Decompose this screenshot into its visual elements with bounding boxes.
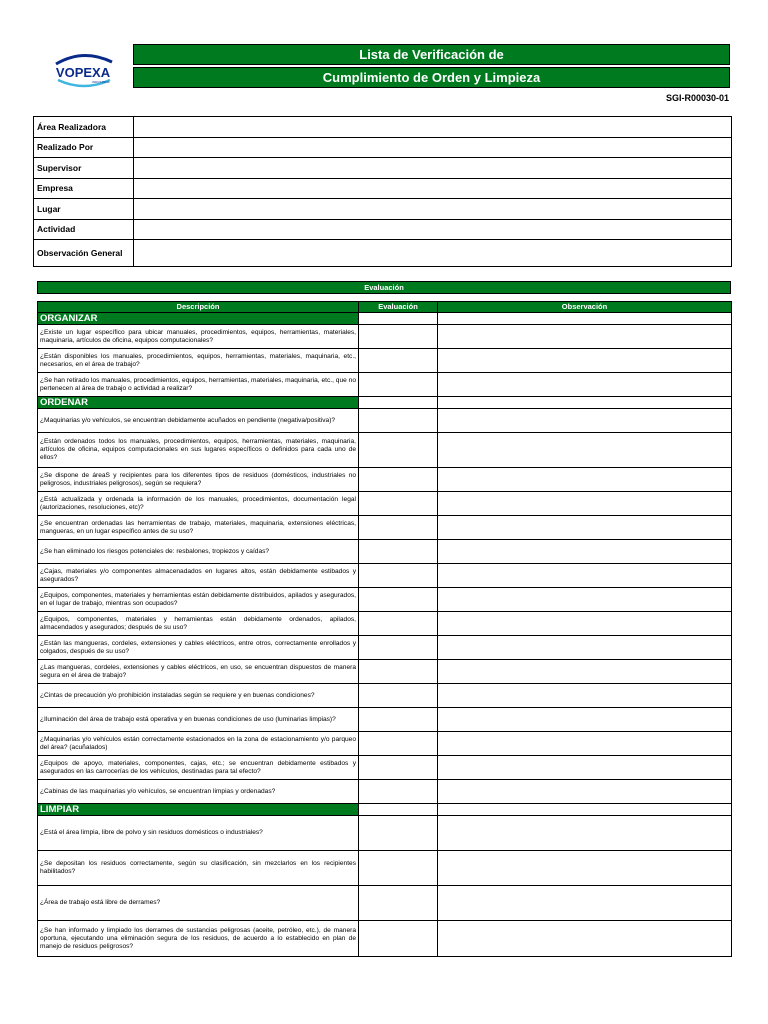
- checklist-row: [38, 433, 732, 468]
- section-title: ORGANIZAR: [38, 313, 359, 325]
- question-text: ¿Está el área limpia, libre de polvo y sin residuos domésticos o industriales?: [38, 816, 359, 851]
- checklist-row: [38, 564, 732, 588]
- title-line-2: Cumplimiento de Orden y Limpieza: [133, 67, 730, 88]
- evaluation-cell[interactable]: [359, 588, 438, 612]
- info-value-field[interactable]: [134, 219, 732, 240]
- checklist-row: [38, 684, 732, 708]
- evaluation-cell[interactable]: [359, 708, 438, 732]
- info-row: [34, 117, 732, 138]
- checklist-row: [38, 636, 732, 660]
- evaluation-cell[interactable]: [359, 732, 438, 756]
- section-title: LIMPIAR: [38, 804, 359, 816]
- checklist-row: [38, 468, 732, 492]
- evaluation-cell[interactable]: [359, 492, 438, 516]
- observation-cell[interactable]: [438, 349, 732, 373]
- question-text: ¿Están las mangueras, cordeles, extensiones y cables eléctricos, entre otros, correctamente enrollados y colgados, después de su uso?: [38, 636, 359, 660]
- info-label: Empresa: [34, 178, 134, 199]
- checklist-row: [38, 516, 732, 540]
- vopexa-logo: [48, 50, 118, 92]
- info-label: Actividad: [34, 219, 134, 240]
- question-text: ¿Se dispone de áreaS y recipientes para los diferentes tipos de residuos (domésticos, industriales no peligrosos, industriales peligrosos), según se requiera?: [38, 468, 359, 492]
- question-text: ¿Las mangueras, cordeles, extensiones y cables eléctricos, en uso, se encuentran dispuestos de manera segura en el área de trabajo?: [38, 660, 359, 684]
- observation-cell[interactable]: [438, 780, 732, 804]
- section-blank: [438, 397, 732, 409]
- evaluation-cell[interactable]: [359, 851, 438, 886]
- observation-cell[interactable]: [438, 516, 732, 540]
- svg-text:VOPEXA: VOPEXA: [55, 65, 111, 80]
- observation-cell[interactable]: [438, 612, 732, 636]
- svg-text:INDUSTRIAL: INDUSTRIAL: [92, 80, 110, 84]
- info-value-field[interactable]: [134, 178, 732, 199]
- evaluation-cell[interactable]: [359, 433, 438, 468]
- question-text: ¿Maquinarias y/o vehículos, se encuentran debidamente acuñados en pendiente (negativa/positiva)?: [38, 409, 359, 433]
- col-evaluation: Evaluación: [359, 302, 438, 313]
- col-observation: Observación: [438, 302, 732, 313]
- info-label: Realizado Por: [34, 137, 134, 158]
- observation-cell[interactable]: [438, 708, 732, 732]
- question-text: ¿Se han retirado los manuales, procedimientos, equipos, herramientas, materiales, maquinaria, etc., que no pertenecen al área de trabajo o actividad a realizar?: [38, 373, 359, 397]
- evaluation-cell[interactable]: [359, 325, 438, 349]
- evaluation-cell[interactable]: [359, 636, 438, 660]
- observation-cell[interactable]: [438, 636, 732, 660]
- observation-cell[interactable]: [438, 851, 732, 886]
- info-label: Supervisor: [34, 158, 134, 179]
- section-row: [38, 804, 732, 816]
- evaluation-banner: Evaluación: [37, 281, 731, 294]
- question-text: ¿Se han eliminado los riesgos potenciales de: resbalones, tropiezos y caídas?: [38, 540, 359, 564]
- evaluation-cell[interactable]: [359, 612, 438, 636]
- evaluation-cell[interactable]: [359, 516, 438, 540]
- info-label: Observación General: [34, 240, 134, 267]
- checklist-row: [38, 708, 732, 732]
- question-text: ¿Cajas, materiales y/o componentes almacenadados en lugares altos, están debidamente estibados y asegurados?: [38, 564, 359, 588]
- section-blank: [438, 804, 732, 816]
- info-value-field[interactable]: [134, 158, 732, 179]
- header-row: [38, 302, 732, 313]
- info-row: [34, 137, 732, 158]
- observation-cell[interactable]: [438, 468, 732, 492]
- evaluation-cell[interactable]: [359, 684, 438, 708]
- observation-cell[interactable]: [438, 756, 732, 780]
- question-text: ¿Cabinas de las maquinarias y/o vehículos, se encuentran limpias y ordenadas?: [38, 780, 359, 804]
- checklist-row: [38, 756, 732, 780]
- observation-cell[interactable]: [438, 886, 732, 921]
- question-text: ¿Equipos, componentes, materiales y herramientas están debidamente distribuidos, apilados y asegurados, en el lugar de trabajo, mientras son ocupados?: [38, 588, 359, 612]
- observation-cell[interactable]: [438, 540, 732, 564]
- document-code: SGI-R00030-01: [665, 93, 729, 103]
- checklist-row: [38, 921, 732, 957]
- evaluation-cell[interactable]: [359, 816, 438, 851]
- observation-cell[interactable]: [438, 409, 732, 433]
- info-label: Lugar: [34, 199, 134, 220]
- checklist-row: [38, 540, 732, 564]
- checklist-row: [38, 325, 732, 349]
- info-value-field[interactable]: [134, 137, 732, 158]
- observation-cell[interactable]: [438, 492, 732, 516]
- observation-cell[interactable]: [438, 660, 732, 684]
- info-value-field[interactable]: [134, 117, 732, 138]
- observation-cell[interactable]: [438, 816, 732, 851]
- section-title: ORDENAR: [38, 397, 359, 409]
- question-text: ¿Equipos de apoyo, materiales, componentes, cajas, etc.; se encuentran debidamente estibados y asegurados en las carrocerías de los vehículos, destinadas para tal efecto?: [38, 756, 359, 780]
- observation-cell[interactable]: [438, 684, 732, 708]
- section-blank: [359, 804, 438, 816]
- question-text: ¿Está actualizada y ordenada la información de los manuales, procedimientos, documentación legal (autorizaciones, resoluciones, etc)?: [38, 492, 359, 516]
- checklist-row: [38, 492, 732, 516]
- question-text: ¿Equipos, componentes, materiales y herramientas están debidamente ordenados, apilados, almacendados y asegurados; después de su uso?: [38, 612, 359, 636]
- checklist-row: [38, 732, 732, 756]
- observation-cell[interactable]: [438, 732, 732, 756]
- evaluation-cell[interactable]: [359, 540, 438, 564]
- checklist-row: [38, 780, 732, 804]
- checklist-row: [38, 816, 732, 851]
- evaluation-cell[interactable]: [359, 886, 438, 921]
- info-label: Área Realizadora: [34, 117, 134, 138]
- section-row: [38, 397, 732, 409]
- evaluation-cell[interactable]: [359, 780, 438, 804]
- info-row: [34, 158, 732, 179]
- checklist-row: [38, 409, 732, 433]
- section-blank: [359, 313, 438, 325]
- question-text: ¿Cintas de precaución y/o prohibición instaladas según se requiere y en buenas condiciones?: [38, 684, 359, 708]
- question-text: ¿Se depositan los residuos correctamente, según su clasificación, sin mezclarlos en los recipientes habilitados?: [38, 851, 359, 886]
- info-value-field[interactable]: [134, 240, 732, 267]
- info-value-field[interactable]: [134, 199, 732, 220]
- checklist-row: [38, 612, 732, 636]
- question-text: ¿Existe un lugar específico para ubicar manuales, procedimientos, equipos, herramientas, materiales, maquinaria, artículos de oficina, equipos computacionales?: [38, 325, 359, 349]
- observation-cell[interactable]: [438, 588, 732, 612]
- question-text: ¿Se encuentran ordenadas las herramientas de trabajo, materiales, maquinaria, extensiones eléctricas, mangueras, en un lugar específico antes de su uso?: [38, 516, 359, 540]
- observation-cell[interactable]: [438, 433, 732, 468]
- info-table: [33, 116, 732, 267]
- section-row: [38, 313, 732, 325]
- evaluation-cell[interactable]: [359, 756, 438, 780]
- question-text: ¿Están ordenados todos los manuales, procedimientos, equipos, herramientas, materiales, maquinaria, artículos de oficina, equipos computacionales en sus lugares específicos o definidos para cada uno de ellos?: [38, 433, 359, 468]
- question-text: ¿Iluminación del área de trabajo está operativa y en buenas condiciones de uso (luminarias limpias)?: [38, 708, 359, 732]
- question-text: ¿Área de trabajo está libre de derrames?: [38, 886, 359, 921]
- info-row: [34, 219, 732, 240]
- evaluation-cell[interactable]: [359, 373, 438, 397]
- checklist-row: [38, 349, 732, 373]
- question-text: ¿Están disponibles los manuales, procedimientos, equipos, herramientas, materiales, maquinaria, etc., necesarios, en el área de trabajo?: [38, 349, 359, 373]
- evaluation-cell[interactable]: [359, 409, 438, 433]
- observation-cell[interactable]: [438, 921, 732, 957]
- checklist-row: [38, 851, 732, 886]
- col-description: Descripción: [38, 302, 359, 313]
- checklist-row: [38, 588, 732, 612]
- evaluation-cell[interactable]: [359, 349, 438, 373]
- checklist-row: [38, 660, 732, 684]
- section-blank: [359, 397, 438, 409]
- observation-cell[interactable]: [438, 325, 732, 349]
- checklist-table: [37, 301, 732, 957]
- observation-cell[interactable]: [438, 373, 732, 397]
- evaluation-cell[interactable]: [359, 564, 438, 588]
- question-text: ¿Maquinarias y/o vehículos están correctamente estacionados en la zona de estacionamiento y/o parqueo del área? (acuñalados): [38, 732, 359, 756]
- info-row: [34, 178, 732, 199]
- section-blank: [438, 313, 732, 325]
- checklist-row: [38, 886, 732, 921]
- evaluation-cell[interactable]: [359, 921, 438, 957]
- title-line-1: Lista de Verificación de: [133, 44, 730, 65]
- observation-cell[interactable]: [438, 564, 732, 588]
- evaluation-cell[interactable]: [359, 468, 438, 492]
- evaluation-cell[interactable]: [359, 660, 438, 684]
- info-row: [34, 199, 732, 220]
- question-text: ¿Se han informado y limpiado los derrames de sustancias peligrosas (aceite, petróleo, etc.), de manera oportuna, ejecutando una eliminación segura de los residuos, de acuerdo a lo establecido en plan de manejo de residuos peligrosos?: [38, 921, 359, 957]
- info-row: [34, 240, 732, 267]
- checklist-row: [38, 373, 732, 397]
